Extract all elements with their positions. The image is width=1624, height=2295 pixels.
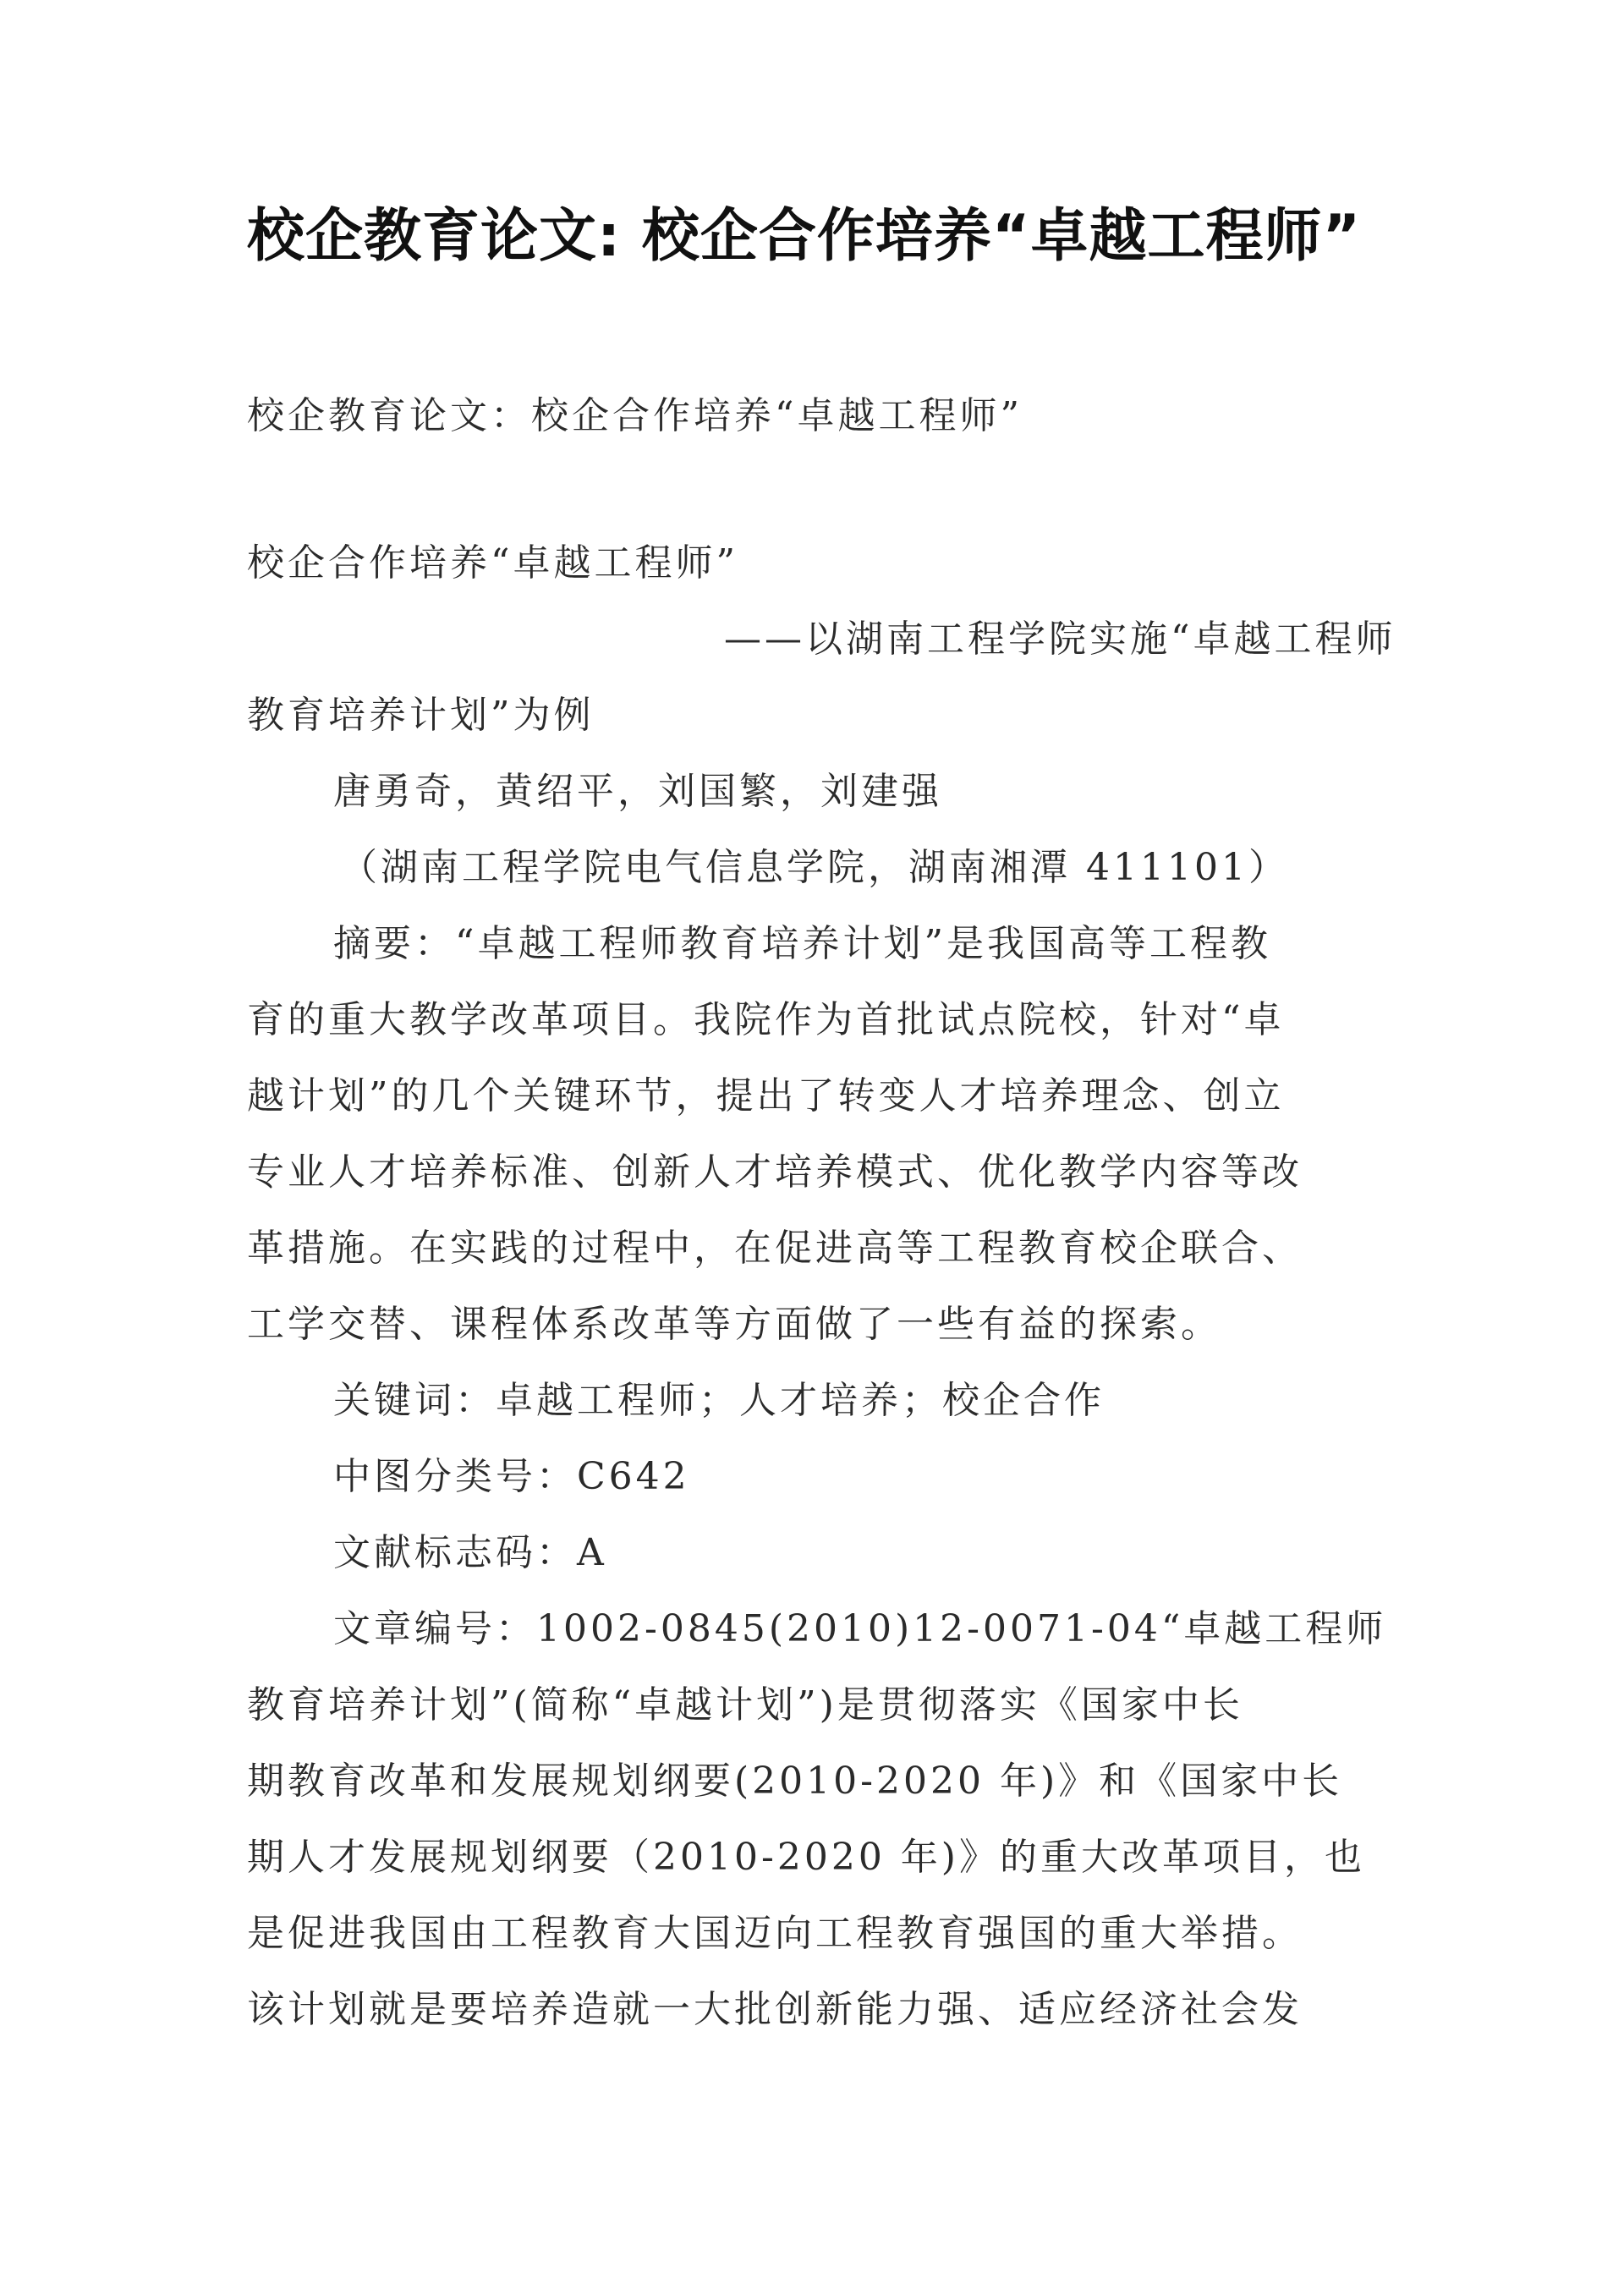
article-title: 校企合作培养“卓越工程师”	[247, 541, 738, 585]
body-line: 期人才发展规划纲要（2010-2020 年)》的重大改革项目，也	[247, 1836, 1365, 1879]
abstract-line: 越计划”的几个关键环节，提出了转变人才培养理念、创立	[247, 1074, 1285, 1117]
keywords: 关键词：卓越工程师；人才培养；校企合作	[333, 1379, 1105, 1422]
abstract-line: 工学交替、课程体系改革等方面做了一些有益的探索。	[247, 1303, 1221, 1346]
heading-repeat: 校企教育论文：校企合作培养“卓越工程师”	[247, 394, 1023, 437]
body-line: 期教育改革和发展规划纲要(2010-2020 年)》和《国家中长	[247, 1760, 1343, 1803]
subtitle-line-2: 教育培养计划”为例	[247, 694, 595, 737]
abstract-line: 摘要：“卓越工程师教育培养计划”是我国高等工程教	[333, 922, 1271, 965]
authors: 唐勇奇，黄绍平，刘国繁，刘建强	[333, 770, 942, 813]
body-line: 该计划就是要培养造就一大批创新能力强、适应经济社会发	[247, 1988, 1303, 2031]
classification-number: 中图分类号：C642	[333, 1455, 690, 1498]
abstract-line: 育的重大教学改革项目。我院作为首批试点院校，针对“卓	[247, 998, 1285, 1041]
abstract-line: 专业人才培养标准、创新人才培养模式、优化教学内容等改	[247, 1150, 1303, 1194]
subtitle-line-1: ——以湖南工程学院实施“卓越工程师	[724, 618, 1396, 661]
body-line: 文章编号：1002-0845(2010)12-0071-04“卓越工程师	[333, 1607, 1387, 1650]
abstract-line: 革措施。在实践的过程中，在促进高等工程教育校企联合、	[247, 1227, 1303, 1270]
body-line: 是促进我国由工程教育大国迈向工程教育强国的重大举措。	[247, 1912, 1303, 1955]
body-line: 教育培养计划”(简称“卓越计划”)是贯彻落实《国家中长	[247, 1683, 1243, 1727]
document-code: 文献标志码：A	[333, 1531, 607, 1574]
affiliation: （湖南工程学院电气信息学院，湖南湘潭 411101）	[340, 846, 1289, 889]
document-title: 校企教育论文: 校企合作培养“卓越工程师”	[247, 203, 1362, 270]
